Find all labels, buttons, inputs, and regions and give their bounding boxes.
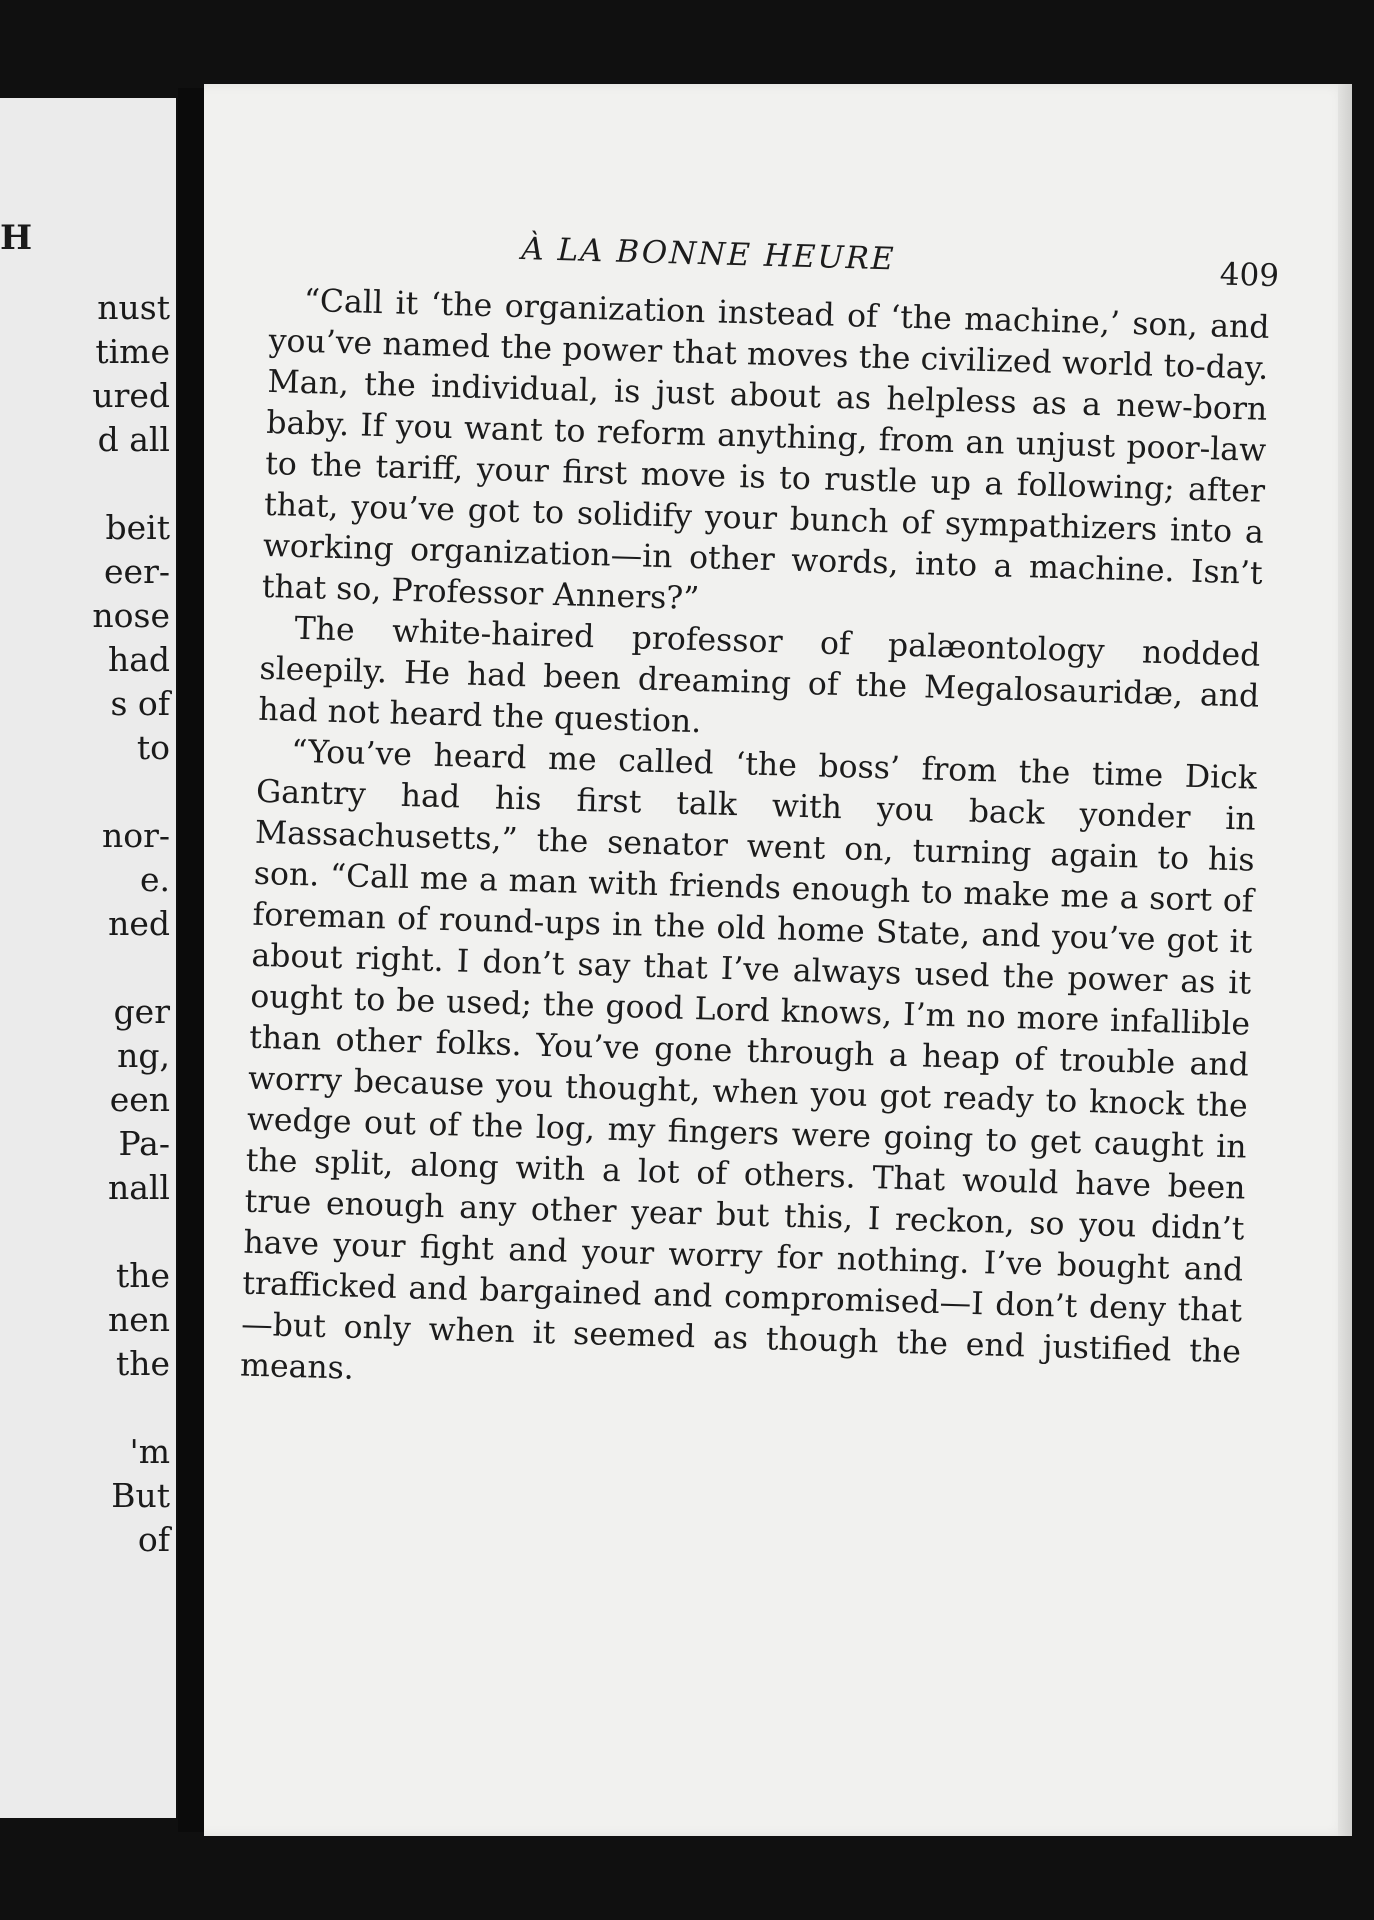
left-line: nen: [107, 1300, 170, 1339]
book-spine: [178, 88, 206, 1832]
left-line: to: [136, 728, 170, 767]
left-line: of: [137, 1520, 170, 1559]
paragraph: “You’ve heard me called ‘the boss’ from the time Dick Gantry had his first talk with you back yonder in Massachusetts,” the senator went on, turning again to his son. “Call me a man with friends enough to make me a sort of foreman of round-ups in the old home State, and you’ve got it about right. I don’t say that I’ve always used the power as it ought to be used; the good Lord knows, I’m no more infallible than other folks. You’ve gone through a heap of trouble and worry because you thought, when you got ready to knock the wedge out of the log, my fingers were going to get caught in the split, along with a lot of others. That would have been true enough any other year but this, I reckon, so you didn’t have your fight and your worry for nothing. I’ve bought and trafficked and bargained and compromised—I don’t deny that—but only when it seemed as though the end justified the means.: [239, 733, 1258, 1387]
left-line: ng,: [117, 1036, 170, 1075]
left-line: eer-: [104, 552, 170, 591]
left-running-head: H: [0, 218, 33, 258]
left-line: But: [111, 1476, 170, 1515]
left-line-gap: [0, 462, 170, 506]
left-line: beit: [105, 508, 170, 547]
left-line-gap: [0, 1210, 170, 1254]
left-line: nust: [97, 288, 170, 327]
left-line: ured: [92, 376, 170, 415]
right-page: [204, 84, 1352, 1836]
left-line: nor-: [101, 816, 170, 855]
running-title: À LA BONNE HEURE: [520, 230, 897, 278]
left-line: Pa-: [118, 1124, 170, 1163]
left-page-text: [0, 286, 170, 1562]
left-line: ger: [113, 992, 170, 1031]
left-line: the: [115, 1344, 170, 1383]
left-line-gap: [0, 1386, 170, 1430]
paragraph: The white-haired professor of palæontology nodded sleepily. He had been dreaming of the Megalosauridæ, and had not heard the question.: [257, 610, 1261, 741]
left-line: ned: [108, 904, 170, 943]
left-line-gap: [0, 770, 170, 814]
left-line: had: [107, 640, 170, 679]
left-line: the: [115, 1256, 170, 1295]
left-line: nose: [92, 596, 170, 635]
left-line: nall: [107, 1168, 170, 1207]
page-text-block: [239, 224, 1280, 1414]
left-line: s of: [110, 684, 170, 723]
page-edge: [1338, 84, 1352, 1836]
left-page: [0, 98, 176, 1818]
left-line-gap: [0, 946, 170, 990]
left-line: time: [95, 332, 170, 371]
left-line: een: [109, 1080, 170, 1119]
paragraph: “Call it ‘the organization instead of ‘the machine,’ son, and you’ve named the power that moves the civilized world to-day. Man, the individual, is just about as helpless as a new-born baby. If you want to reform anything, from an unjust poor-law to the tariff, your first move is to rustle up a following; after that, you’ve got to solidify your bunch of sympathizers into a working organization—in other words, into a machine. Isn’t that so, Professor Anners?”: [261, 282, 1270, 618]
left-line: e.: [139, 860, 170, 899]
left-line: d all: [97, 420, 170, 459]
left-line: 'm: [129, 1432, 170, 1471]
page-number: 409: [1219, 256, 1280, 295]
